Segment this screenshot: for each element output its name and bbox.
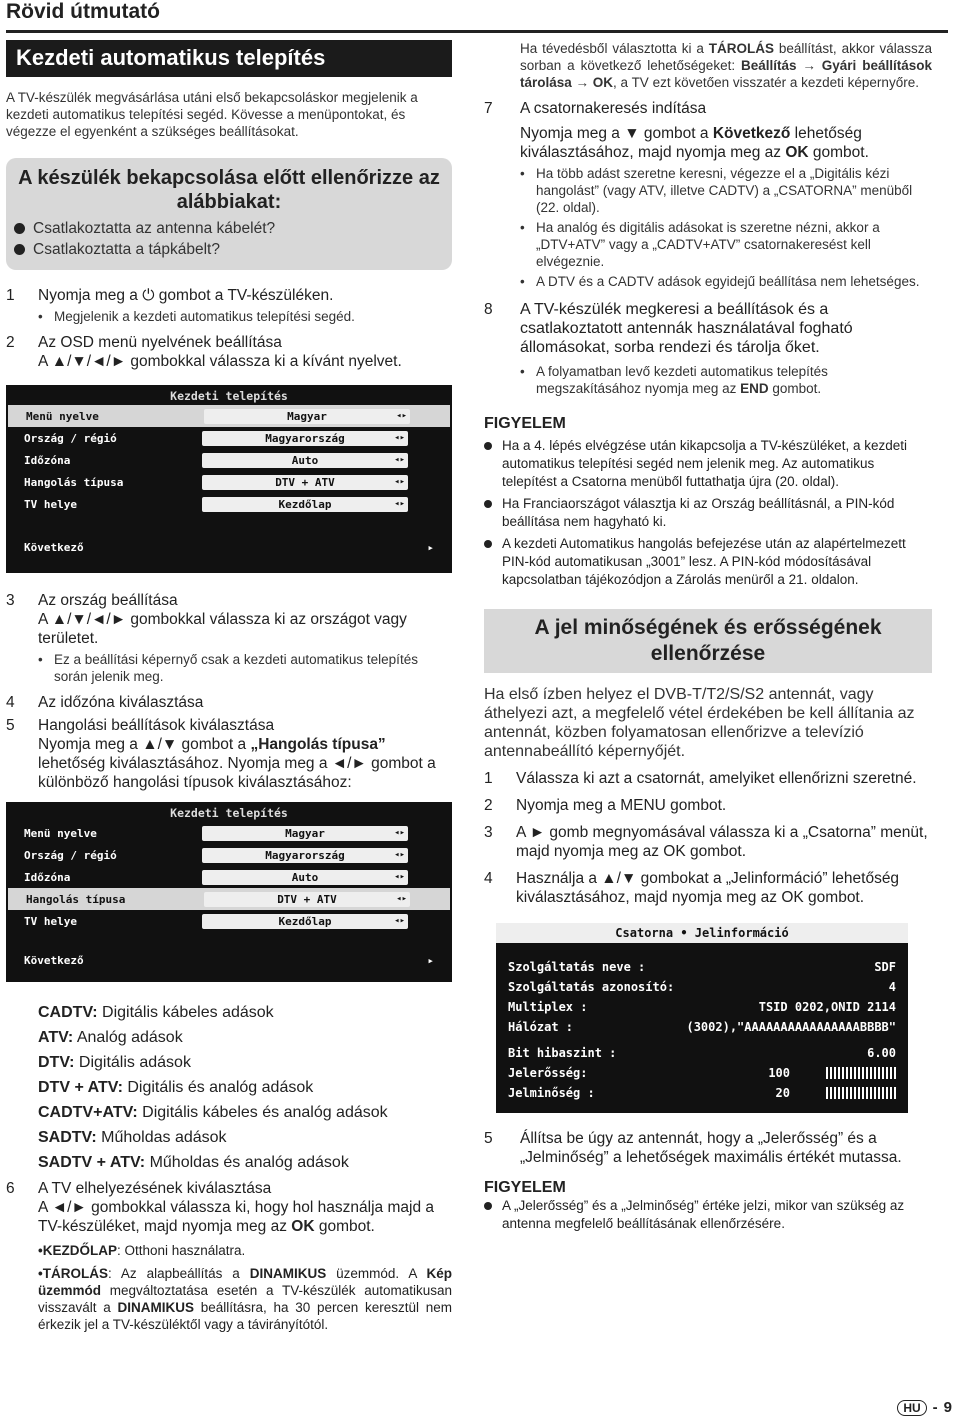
osd-row-country[interactable]: Ország / régió Magyarország ◂▸ (6, 844, 452, 866)
left-column (6, 40, 452, 1333)
check-box (6, 158, 452, 270)
language-badge: HU (897, 1400, 926, 1416)
signal-info-screen (496, 923, 908, 1113)
step-5-title: Hangolási beállítások kiválasztása (38, 717, 275, 734)
check-item: Csatlakoztatta az antenna kábelét? (14, 218, 444, 239)
page-footer: HU - 9 (897, 1399, 952, 1416)
step-7-bullet: • Ha több adást szeretne keresni, végezze el a „Digitális kézi hangolást” (vagy ATV, illetve CADTV) a „CSATORNA” menüből (22. oldal). (520, 166, 913, 215)
info-row: Szolgáltatás azonosító: 4 (508, 980, 896, 994)
definition: ATV: Analóg adások (38, 1029, 183, 1046)
signal-quality-meter (826, 1087, 896, 1099)
step-5: 5 Hangolási beállítások kiválasztása Nyomja meg a ▲/▼ gombot a „Hangolás típusa” lehetőség kiválasztásához. Nyomja meg a ◄/► gombot a különböző hangolási típusok kiválasztásához: (6, 716, 452, 792)
right-column (484, 40, 932, 1233)
intro-text: A TV-készülék megvásárlása utáni első bekapcsoláskor megjelenik a kezdeti automatikus telepítési segéd. Kövesse a menüpontokat, és végezze el egyenként a szükséges beállításokat. (6, 90, 418, 139)
title-rule (6, 30, 948, 33)
left-right-arrow-icon: ◂▸ (394, 828, 405, 838)
step-7-title: A csatornakeresés indítása (520, 100, 707, 117)
step-3: 3 Az ország beállítása A ▲/▼/◄/► gombokkal válassza ki az országot vagy területet. • Ez a beállítási képernyő csak a kezdeti automatikus telepítés során jelenik meg. (6, 591, 452, 685)
tuning-definitions (6, 1000, 452, 1175)
store-option: •TÁROLÁS: Az alapbeállítás a DINAMIKUS üzemmód. A Kép üzemmód megváltoztatása esetén a TV-készülék automatikusan visszavált a DINAMIKUS beállításra, ha 30 percen keresztül nem érkezik jel a TV-készüléktől vagy a távirányítótól. (38, 1266, 453, 1332)
osd-title: Kezdeti telepítés (170, 806, 288, 820)
signal-step: 2 Nyomja meg a MENU gombot. (484, 797, 727, 814)
osd-screen-1 (6, 385, 452, 573)
chevron-right-icon: ▸ (427, 540, 434, 554)
bullet-dot-icon (484, 1202, 492, 1210)
signal-strength-meter (826, 1067, 896, 1079)
bullet-dot-icon (484, 500, 492, 508)
definition: DTV: Digitális adások (38, 1054, 191, 1071)
step-6-text: A ◄/► gombokkal válassza ki, hogy hol használja majd a TV-készüléket, majd nyomja meg az OK gombot. (38, 1199, 434, 1235)
note-item: Ha Franciaországot választja ki az Ország beállításnál, a PIN-kód beállítása nem hagyható ki. (484, 495, 932, 531)
step-7-text: Nyomja meg a ▼ gombot a Következő lehetőség kiválasztásához, majd nyomja meg az OK gombot. (520, 125, 869, 161)
step-3-title: Az ország beállítása (38, 592, 178, 609)
osd-row-tuning-type[interactable]: Hangolás típusa DTV + ATV ◂▸ (6, 471, 452, 493)
step-1-text: Nyomja meg a ⏻ gombot a TV-készüléken. (38, 287, 334, 304)
osd-next-button[interactable]: Következő ▸ (24, 953, 434, 967)
section-title: Kezdeti automatikus telepítés (6, 40, 452, 77)
check-item: Csatlakoztatta a tápkábelt? (14, 239, 444, 260)
step-4: 4 Az időzóna kiválasztása (6, 694, 204, 711)
signal-intro: Ha első ízben helyez el DVB-T/T2/S/S2 antennát, vagy áthelyezi azt, a megfelelő vétel érdekében be kell állítania az antennát, közben folyamatosan ellenőrizve a televízió antennabeállító képernyőjét. (484, 686, 915, 760)
osd-row-tv-location[interactable]: TV helye Kezdőlap ◂▸ (6, 910, 452, 932)
bullet-dot-icon (14, 244, 25, 255)
osd-title: Kezdeti telepítés (170, 389, 288, 403)
left-right-arrow-icon: ◂▸ (394, 499, 405, 509)
store-recovery-note: Ha tévedésből választotta ki a TÁROLÁS beállítást, akkor válassza sorban a következő lehetőségeket: Beállítás → Gyári beállítások tárolása → OK, a TV ezt követően visszatér a kezdeti képernyőre. (520, 41, 932, 90)
osd-row-menu-language[interactable]: Menü nyelve Magyar ◂▸ (8, 405, 450, 427)
osd-row-tuning-type[interactable]: Hangolás típusa DTV + ATV ◂▸ (8, 888, 450, 910)
doc-title: Rövid útmutató (6, 0, 160, 23)
bullet-dot-icon (14, 223, 25, 234)
step-3-bullet: • Ez a beállítási képernyő csak a kezdeti automatikus telepítés során jelenik meg. (38, 652, 418, 684)
osd-row-timezone[interactable]: Időzóna Auto ◂▸ (6, 866, 452, 888)
signal-step: 3 A ► gomb megnyomásával válassza ki a „Csatorna” menüt, majd nyomja meg az OK gombot. (484, 824, 928, 860)
info-row: Multiplex : TSID 0202,ONID 2114 (508, 1000, 896, 1014)
definition: SADTV: Műholdas adások (38, 1129, 227, 1146)
bullet-dot-icon (484, 442, 492, 450)
info-row: Szolgáltatás neve : SDF (508, 960, 896, 974)
definition: SADTV + ATV: Műholdas és analóg adások (38, 1154, 349, 1171)
info-row: Bit hibaszint : 6.00 (508, 1046, 896, 1060)
step-2-text: A ▲/▼/◄/► gombokkal válassza ki a kívánt nyelvet. (38, 353, 402, 370)
osd-row-tv-location[interactable]: TV helye Kezdőlap ◂▸ (6, 493, 452, 515)
step-7: 7 A csatornakeresés indítása Nyomja meg a ▼ gombot a Következő lehetőség kiválasztásához, majd nyomja meg az OK gombot. • Ha több adást szeretne keresni, végezze el a „Digitális kézi hangolást” (vagy ATV, illetve CADTV) a „CSATORNA” menüből (22. oldal). • Ha analóg és digitális adásokat is szeretne nézni, akkor a „DTV+ATV” vagy a „CADTV+ATV” csatornakeresést kell elvégeznie. • A DTV és a CADTV adások egyidejű beállítása nem lehetséges. (484, 99, 932, 290)
info-row: Jelminőség : 20 (496, 1083, 908, 1103)
osd-screen-2 (6, 802, 452, 982)
step-7-bullet: • Ha analóg és digitális adásokat is szeretne nézni, akkor a „DTV+ATV” vagy a „CADTV+ATV” csatornakeresést kell elvégeznie. (520, 220, 880, 269)
definition: DTV + ATV: Digitális és analóg adások (38, 1079, 314, 1096)
bullet-dot-icon (484, 540, 492, 548)
left-right-arrow-icon: ◂▸ (394, 916, 405, 926)
step-3-text: A ▲/▼/◄/► gombokkal válassza ki az országot vagy területet. (38, 611, 407, 647)
left-right-arrow-icon: ◂▸ (394, 850, 405, 860)
signal-section-title: A jel minőségének és erősségének ellenőrzése (484, 609, 932, 673)
left-right-arrow-icon: ◂▸ (394, 455, 405, 465)
step-8-bullet: • A folyamatban levő kezdeti automatikus telepítés megszakításához nyomja meg az END gombot. (520, 364, 828, 396)
osd-row-menu-language[interactable]: Menü nyelve Magyar ◂▸ (6, 822, 452, 844)
left-right-arrow-icon: ◂▸ (394, 433, 405, 443)
step-2: 2 Az OSD menü nyelvének beállítása A ▲/▼/◄/► gombokkal válassza ki a kívánt nyelvet. (6, 333, 452, 371)
signal-step: 1 Válassza ki azt a csatornát, amelyiket ellenőrizni szeretné. (484, 770, 917, 787)
info-title: Csatorna • Jelinformáció (496, 923, 908, 943)
step-1-bullet: • Megjelenik a kezdeti automatikus telepítési segéd. (38, 309, 355, 324)
definition: CADTV: Digitális kábeles adások (38, 1004, 274, 1021)
step-8: 8 A TV-készülék megkeresi a beállítások és a csatlakoztatott antennák használatával fogható állomásokat, sorba rendezi és tárolja őket. • A folyamatban levő kezdeti automatikus telepítés megszakításához nyomja meg az END gombot. (484, 300, 932, 397)
osd-row-country[interactable]: Ország / régió Magyarország ◂▸ (6, 427, 452, 449)
osd-next-button[interactable]: Következő ▸ (24, 540, 434, 554)
step-7-bullet: • A DTV és a CADTV adások egyidejű beállítása nem lehetséges. (520, 274, 920, 289)
left-right-arrow-icon: ◂▸ (394, 872, 405, 882)
note-item: A „Jelerősség” és a „Jelminőség” értéke jelzi, mikor van szükség az antenna megfelelő beállításának ellenőrzésére. (484, 1197, 932, 1233)
note-item: Ha a 4. lépés elvégzése után kikapcsolja a TV-készüléket, a kezdeti automatikus telepítési segéd nem jelenik meg. Az automatikus telepítést a Csatorna menüből futtathatja újra (20. oldal). (484, 437, 932, 491)
signal-step-5: 5 Állítsa be úgy az antennát, hogy a „Jelerősség” és a „Jelminőség” a lehetőségek maximális értékét mutassa. (484, 1130, 902, 1166)
left-right-arrow-icon: ◂▸ (396, 411, 407, 421)
step-6: 6 A TV elhelyezésének kiválasztása A ◄/► gombokkal válassza ki, hogy hol használja majd a TV-készüléket, majd nyomja meg az OK gombot. •KEZDŐLAP: Otthoni használatra. •TÁROLÁS: Az alapbeállítás a DINAMIKUS üzemmód. A Kép üzemmód megváltoztatása esetén a TV-készülék automatikusan visszavált a DINAMIKUS beállításra, ha 30 percen keresztül nem érkezik jel a TV-készüléktől vagy a távirányítótól. (6, 1180, 453, 1332)
page-number: 9 (943, 1399, 952, 1416)
home-option: •KEZDŐLAP: Otthoni használatra. (38, 1243, 246, 1258)
info-row: Jelerősség: 100 (496, 1063, 908, 1083)
left-right-arrow-icon: ◂▸ (394, 477, 405, 487)
check-title: A készülék bekapcsolása előtt ellenőrizze az alábbiakat: (18, 167, 440, 213)
chevron-right-icon: ▸ (427, 953, 434, 967)
note-heading: FIGYELEM (484, 1179, 566, 1196)
signal-step: 4 Használja a ▲/▼ gombokat a „Jelinformáció” lehetőség kiválasztásához, majd nyomja meg az OK gombot. (484, 870, 900, 906)
definition: CADTV+ATV: Digitális kábeles és analóg adások (38, 1104, 388, 1121)
step-1: 1 Nyomja meg a ⏻ gombot a TV-készüléken. • Megjelenik a kezdeti automatikus telepítési segéd. (6, 286, 452, 325)
step-6-title: A TV elhelyezésének kiválasztása (38, 1180, 272, 1197)
note-item: A kezdeti Automatikus hangolás befejezése után az alapértelmezett PIN-kód automatikusan „3001” lesz. A PIN-kód módosításával kapcsolatban tájékozódjon a Zárolás menüről a 21. oldalon. (484, 535, 932, 589)
step-5-text: Nyomja meg a ▲/▼ gombot a „Hangolás típusa” lehetőség kiválasztásához. Nyomja meg a ◄/► gombot a különböző hangolási típusok kiválasztásához: (38, 736, 436, 791)
info-row: Hálózat : (3002),"AAAAAAAAAAAAAAAABBBB" (508, 1020, 896, 1034)
note-heading: FIGYELEM (484, 415, 566, 432)
step-2-title: Az OSD menü nyelvének beállítása (38, 334, 282, 351)
left-right-arrow-icon: ◂▸ (396, 894, 407, 904)
step-8-text: A TV-készülék megkeresi a beállítások és a csatlakoztatott antennák használatával fogható állomásokat, sorba rendezi és tárolja őket. (520, 301, 853, 356)
osd-row-timezone[interactable]: Időzóna Auto ◂▸ (6, 449, 452, 471)
